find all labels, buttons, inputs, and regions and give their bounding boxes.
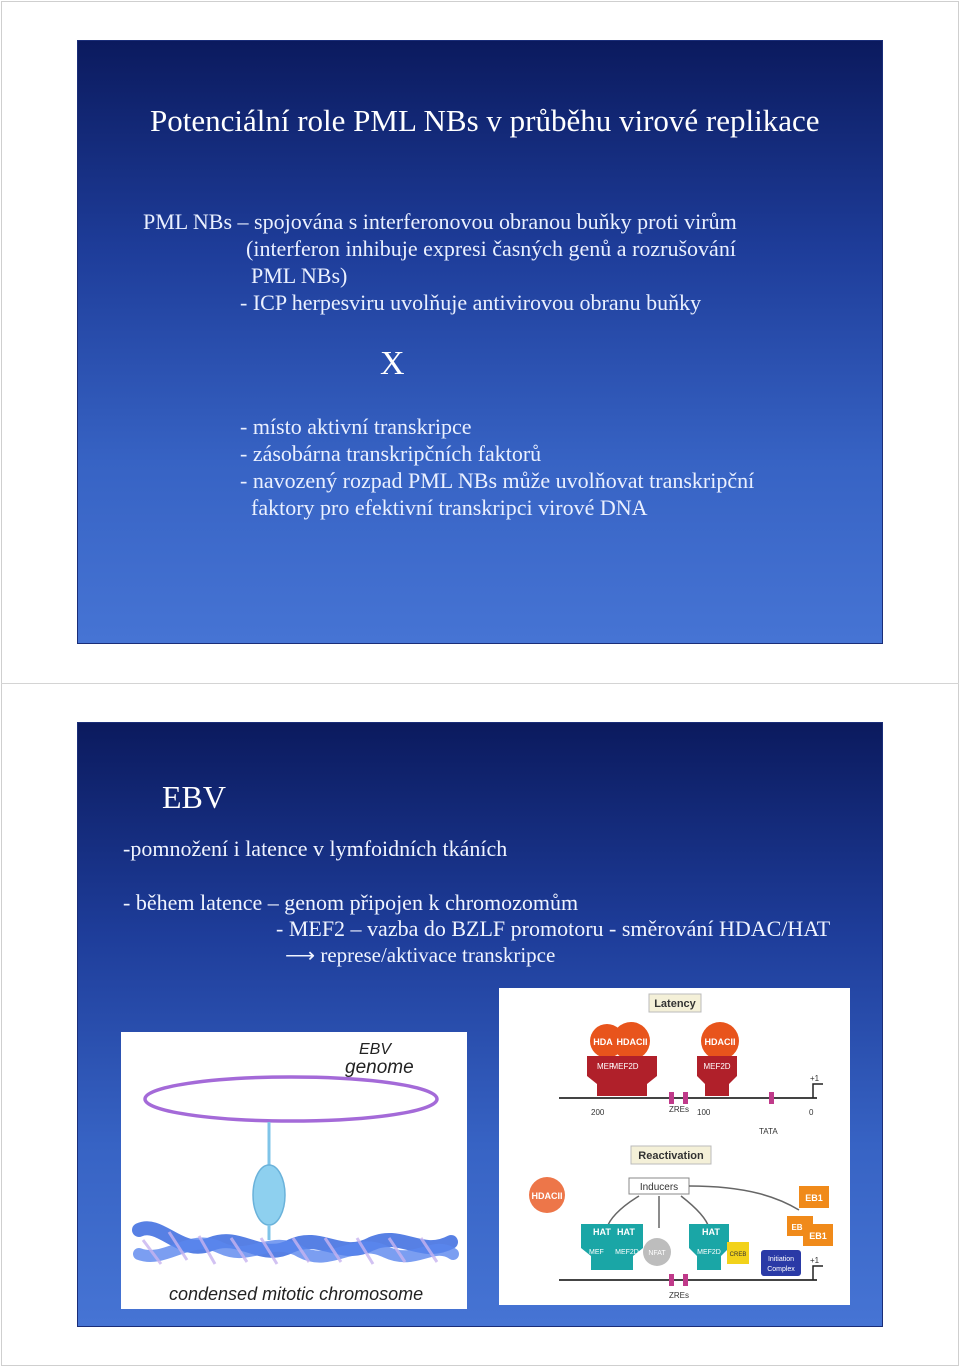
slide-2-title: EBV (162, 779, 226, 815)
mef2d-text: MEF2D (611, 1062, 639, 1071)
mef2d-text-r2: MEF2D (697, 1249, 721, 1256)
pos-200: 200 (591, 1108, 605, 1117)
slide-2-line-3: - MEF2 – vazba do BZLF promotoru - směrování HDAC/HAT (276, 916, 831, 941)
slide-1-line-3: PML NBs) (251, 263, 348, 288)
mef-text: MEF (597, 1062, 614, 1071)
mef-text-r: MEF (589, 1249, 604, 1256)
slide-1-line-2: (interferon inhibuje expresi časných genů a rozrušování (246, 236, 736, 261)
slide-1-line-1: PML NBs – spojována s interferonovou obranou buňky proti virům (143, 209, 737, 234)
tata-mark (769, 1092, 774, 1104)
slide-1-line-6: - zásobárna transkripčních faktorů (240, 441, 542, 466)
latency-reactivation-illustration (499, 988, 850, 1305)
complex-text: Complex (767, 1266, 795, 1273)
slide-1-x-mark: X (380, 345, 405, 382)
slide-1-line-5: - místo aktivní transkripce (240, 414, 472, 439)
hat-text-3: HAT (702, 1227, 720, 1237)
pos-100: 100 (697, 1108, 711, 1117)
slide-2 (77, 722, 883, 1327)
hdacii-leaving-text: HDACII (531, 1191, 563, 1201)
latency-label: Latency (654, 998, 696, 1010)
zre-label: ZREs (669, 1105, 689, 1114)
eb1-text-3: EB1 (809, 1231, 827, 1241)
slide-1-line-4: - ICP herpesviru uvolňuje antivirovou obranu buňky (240, 290, 702, 315)
zre-mark-r1 (669, 1274, 674, 1286)
tss-arrow-r (813, 1266, 823, 1280)
slide-1-line-7: - navozený rozpad PML NBs může uvolňovat transkripční (240, 468, 755, 493)
slide-1 (77, 40, 883, 644)
ebna1-protein (253, 1165, 285, 1225)
reactivation-label: Reactivation (638, 1150, 704, 1162)
inducers-label: Inducers (639, 1182, 679, 1193)
tata-label: TATA (759, 1127, 778, 1136)
chromosome-label: condensed mitotic chromosome (169, 1284, 424, 1304)
genome-ring (145, 1077, 437, 1121)
ebv-label: EBV (359, 1041, 392, 1058)
zre-mark-1 (669, 1092, 674, 1104)
hda-text: HDA (593, 1037, 613, 1047)
eb1-text-2: EB (791, 1223, 803, 1232)
pos-0: 0 (809, 1108, 814, 1117)
tss-arrow (813, 1084, 823, 1098)
slide-1-line-8: faktory pro efektivní transkripci virové DNA (251, 495, 648, 520)
nfat-text: NFAT (648, 1250, 666, 1257)
creb-text: CREB (729, 1252, 747, 1258)
slide-2-line-1: -pomnožení i latence v lymfoidních tkáních (123, 836, 508, 861)
page-divider (1, 683, 959, 684)
mitotic-chromosome (139, 1228, 453, 1264)
zre-mark-2 (683, 1092, 688, 1104)
hdacii-text-2: HDACII (704, 1037, 736, 1047)
slide-2-line-2: - během latence – genom připojen k chromozomům (123, 890, 579, 915)
eb1-text-1: EB1 (805, 1193, 823, 1203)
pos-plus1-r: +1 (810, 1256, 820, 1265)
latency-reactivation-figure (499, 988, 850, 1305)
ebv-genome-illustration (121, 1032, 467, 1309)
ebv-genome-figure (121, 1032, 467, 1309)
zre-mark-r2 (683, 1274, 688, 1286)
initiation-text: Initiation (767, 1256, 795, 1263)
slide-2-line-4: ⟶ represe/aktivace transkripce (285, 943, 556, 967)
hat-text-1: HAT (593, 1227, 611, 1237)
genome-label: genome (345, 1057, 414, 1078)
hat-text-2: HAT (617, 1227, 635, 1237)
slide-1-title: Potenciální role PML NBs v průběhu virové replikace (150, 103, 820, 138)
pos-plus1: +1 (810, 1074, 820, 1083)
mef2d-text-r: MEF2D (615, 1249, 639, 1256)
zre-label-r: ZREs (669, 1291, 689, 1300)
hdacii-text: HDACII (616, 1037, 648, 1047)
mef2d-text-b: MEF2D (703, 1062, 731, 1071)
